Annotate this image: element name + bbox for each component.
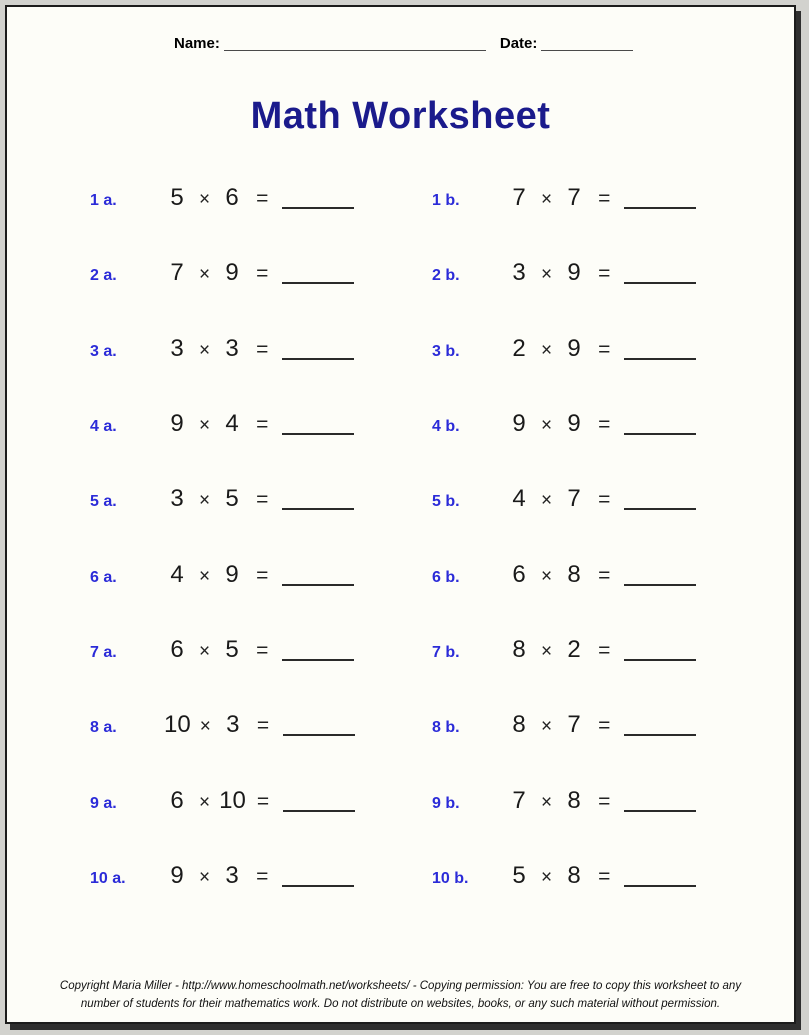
answer-blank[interactable] xyxy=(283,790,355,812)
problem-number: 4 a. xyxy=(90,418,117,436)
name-input-line[interactable] xyxy=(224,36,486,51)
factor-1: 6 xyxy=(170,635,184,663)
factor-1: 9 xyxy=(170,410,184,438)
problem xyxy=(432,710,774,739)
factor-2: 4 xyxy=(225,410,239,438)
factor-2: 5 xyxy=(225,485,239,513)
problem xyxy=(432,861,774,890)
factor-2: 7 xyxy=(567,485,581,513)
times-sign: × xyxy=(199,791,211,813)
problem-expression xyxy=(506,710,696,739)
factor-2: 8 xyxy=(567,861,581,889)
problem-number: 9 a. xyxy=(90,794,117,812)
times-sign: × xyxy=(541,791,553,813)
answer-blank[interactable] xyxy=(282,413,354,435)
answer-blank[interactable] xyxy=(624,790,696,812)
problem-number: 5 b. xyxy=(432,493,460,511)
problem-expression xyxy=(164,786,355,815)
factor-1: 4 xyxy=(170,560,184,588)
factor-1: 3 xyxy=(170,485,184,513)
problem-expression xyxy=(506,334,696,363)
factor-2: 2 xyxy=(567,635,581,663)
factor-1: 4 xyxy=(512,485,526,513)
times-sign: × xyxy=(541,339,553,361)
equals-sign: = xyxy=(598,563,611,587)
times-sign: × xyxy=(199,640,211,662)
times-sign: × xyxy=(199,490,211,512)
factor-2: 7 xyxy=(567,711,581,739)
date-input-line[interactable] xyxy=(541,36,633,51)
problem-number: 8 a. xyxy=(90,719,117,737)
answer-blank[interactable] xyxy=(624,187,696,209)
problem-expression xyxy=(164,560,354,589)
worksheet-title: Math Worksheet xyxy=(250,95,551,137)
equals-sign: = xyxy=(256,714,270,738)
factor-1: 5 xyxy=(512,861,526,889)
factor-1: 7 xyxy=(512,184,526,212)
problem xyxy=(90,258,432,287)
factor-1: 8 xyxy=(512,635,526,663)
problem-expression xyxy=(164,861,354,890)
problem xyxy=(90,183,432,212)
times-sign: × xyxy=(541,640,553,662)
problem-expression xyxy=(506,183,696,212)
answer-blank[interactable] xyxy=(282,187,354,209)
footer-line-1: Copyright Maria Miller - http://www.homeschoolmath.net/worksheets/ - Copying permission: You are free to copy this worksheet to any xyxy=(59,980,742,992)
problem xyxy=(432,183,774,212)
problem-expression xyxy=(506,861,696,890)
answer-blank[interactable] xyxy=(624,413,696,435)
times-sign: × xyxy=(541,565,553,587)
problem-number: 10 a. xyxy=(90,869,126,887)
equals-sign: = xyxy=(598,789,611,813)
date-label: Date: xyxy=(499,35,538,52)
factor-1: 9 xyxy=(170,861,184,889)
answer-blank[interactable] xyxy=(624,338,696,360)
answer-blank[interactable] xyxy=(624,714,696,736)
times-sign: × xyxy=(541,415,553,437)
problem-number: 1 b. xyxy=(432,192,460,210)
factor-1: 6 xyxy=(512,560,526,588)
factor-2: 3 xyxy=(226,711,240,739)
factor-2: 3 xyxy=(225,861,239,889)
times-sign: × xyxy=(541,490,553,512)
factor-2: 3 xyxy=(225,334,239,362)
times-sign: × xyxy=(541,866,553,888)
equals-sign: = xyxy=(256,864,269,888)
problem-expression xyxy=(506,258,696,287)
factor-1: 8 xyxy=(512,711,526,739)
equals-sign: = xyxy=(598,337,611,361)
footer-line-2: number of students for their mathematics work. Do not distribute on websites, books, or any such material without permission. xyxy=(80,998,721,1010)
answer-blank[interactable] xyxy=(282,488,354,510)
copyright-footer xyxy=(7,977,794,1013)
problem-expression xyxy=(506,560,696,589)
problem-expression xyxy=(164,710,355,739)
answer-blank[interactable] xyxy=(282,564,354,586)
factor-2: 6 xyxy=(225,184,239,212)
equals-sign: = xyxy=(256,262,269,286)
answer-blank[interactable] xyxy=(282,338,354,360)
problem xyxy=(432,560,774,589)
problem-number: 3 a. xyxy=(90,342,117,360)
problem-expression xyxy=(506,484,696,513)
answer-blank[interactable] xyxy=(624,262,696,284)
equals-sign: = xyxy=(598,488,611,512)
problem-number: 2 b. xyxy=(432,267,460,285)
times-sign: × xyxy=(199,866,211,888)
problem-expression xyxy=(164,635,354,664)
worksheet-page xyxy=(5,5,796,1024)
problem-number: 8 b. xyxy=(432,719,460,737)
problem xyxy=(90,560,432,589)
times-sign: × xyxy=(199,716,211,738)
factor-2: 7 xyxy=(567,184,581,212)
problem-expression xyxy=(164,258,354,287)
factor-1: 2 xyxy=(512,334,526,362)
factor-2: 8 xyxy=(567,786,581,814)
factor-2: 5 xyxy=(225,635,239,663)
factor-1: 9 xyxy=(512,410,526,438)
problem-expression xyxy=(506,635,696,664)
times-sign: × xyxy=(199,189,211,211)
factor-2: 10 xyxy=(219,786,246,814)
answer-blank[interactable] xyxy=(282,865,354,887)
factor-1: 7 xyxy=(512,786,526,814)
equals-sign: = xyxy=(256,789,270,813)
factor-2: 9 xyxy=(567,410,581,438)
factor-1: 10 xyxy=(164,711,191,739)
problem xyxy=(90,334,432,363)
problem xyxy=(432,409,774,438)
problem xyxy=(90,786,432,815)
factor-1: 6 xyxy=(170,786,184,814)
problem-number: 2 a. xyxy=(90,267,117,285)
problem xyxy=(432,334,774,363)
factor-1: 3 xyxy=(512,259,526,287)
problem-number: 1 a. xyxy=(90,192,117,210)
name-date-row xyxy=(174,35,633,52)
problem-number: 5 a. xyxy=(90,493,117,511)
problem-number: 4 b. xyxy=(432,418,460,436)
times-sign: × xyxy=(199,339,211,361)
equals-sign: = xyxy=(598,262,611,286)
answer-blank[interactable] xyxy=(283,714,355,736)
answer-blank[interactable] xyxy=(282,639,354,661)
problem xyxy=(432,484,774,513)
problem-expression xyxy=(164,334,354,363)
times-sign: × xyxy=(199,264,211,286)
equals-sign: = xyxy=(256,413,269,437)
problems-grid xyxy=(90,160,774,913)
answer-blank[interactable] xyxy=(624,639,696,661)
problem-number: 6 a. xyxy=(90,568,117,586)
equals-sign: = xyxy=(256,488,269,512)
equals-sign: = xyxy=(598,187,611,211)
problem xyxy=(90,710,432,739)
problem xyxy=(90,484,432,513)
problem xyxy=(432,258,774,287)
factor-2: 8 xyxy=(567,560,581,588)
equals-sign: = xyxy=(598,714,611,738)
times-sign: × xyxy=(541,189,553,211)
answer-blank[interactable] xyxy=(624,564,696,586)
problem-number: 6 b. xyxy=(432,568,460,586)
factor-1: 5 xyxy=(170,184,184,212)
factor-1: 3 xyxy=(170,334,184,362)
answer-blank[interactable] xyxy=(624,488,696,510)
times-sign: × xyxy=(199,565,211,587)
problem xyxy=(432,786,774,815)
problem-expression xyxy=(506,786,696,815)
equals-sign: = xyxy=(256,337,269,361)
problem-expression xyxy=(164,409,354,438)
times-sign: × xyxy=(541,716,553,738)
times-sign: × xyxy=(541,264,553,286)
equals-sign: = xyxy=(256,187,269,211)
problem-expression xyxy=(164,183,354,212)
equals-sign: = xyxy=(256,563,269,587)
problem-number: 7 a. xyxy=(90,643,117,661)
equals-sign: = xyxy=(256,638,269,662)
equals-sign: = xyxy=(598,864,611,888)
factor-2: 9 xyxy=(225,259,239,287)
answer-blank[interactable] xyxy=(282,262,354,284)
equals-sign: = xyxy=(598,638,611,662)
problem xyxy=(90,861,432,890)
equals-sign: = xyxy=(598,413,611,437)
problem-expression xyxy=(164,484,354,513)
problem-number: 7 b. xyxy=(432,643,460,661)
name-label: Name: xyxy=(174,35,220,52)
factor-2: 9 xyxy=(567,334,581,362)
factor-2: 9 xyxy=(225,560,239,588)
times-sign: × xyxy=(199,415,211,437)
factor-1: 7 xyxy=(170,259,184,287)
factor-2: 9 xyxy=(567,259,581,287)
problem xyxy=(90,635,432,664)
problem xyxy=(90,409,432,438)
problem-number: 9 b. xyxy=(432,794,460,812)
problem-number: 3 b. xyxy=(432,342,460,360)
answer-blank[interactable] xyxy=(624,865,696,887)
problem-number: 10 b. xyxy=(432,869,469,887)
problem xyxy=(432,635,774,664)
problem-expression xyxy=(506,409,696,438)
